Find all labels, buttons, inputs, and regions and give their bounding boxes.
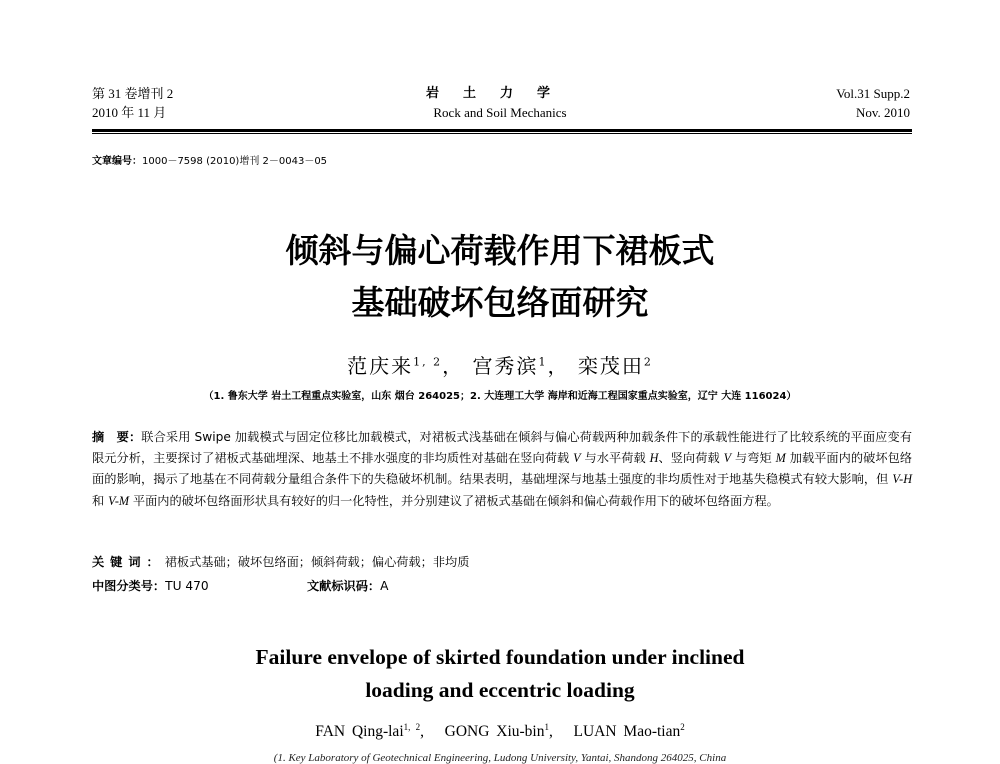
author-separator: ， [442,354,465,378]
author-affil-mark: 1, 2 [413,355,443,369]
header-rule-thick [92,129,912,132]
author-name-en: GONG Xiu-bin [444,723,545,741]
abstract-text: 、竖向荷载 [658,451,724,466]
classification-info [92,577,912,594]
keywords-value: 裙板式基础；破坏包络面；倾斜荷载；偏心荷载；非均质 [164,555,470,569]
author-name-en: FAN Qing-lai [315,723,404,741]
article-number [92,152,327,167]
author-separator: ， [547,354,570,378]
article-number-label: 文章编号： [92,156,142,167]
paper-title-cn-line1: 倾斜与偏心荷载作用下裙板式 [285,231,715,270]
author-name: 宫秀滨 [472,354,539,378]
author-affil-mark: 1 [538,355,548,369]
author-name-en: LUAN Mao-tian [573,723,681,741]
symbol-m: M [775,451,786,466]
abstract-text: 加载平面内的破坏包络面的影响，揭示了地基在不同荷载分量组合条件下的失稳破坏机制。结果表明，基础埋深与地基土强度的非均质性对于地基失稳模式有较大影响，但 [92,451,913,487]
affiliation-en: (1. Key Laboratory of Geotechnical Engineering, Ludong University, Yantai, Shandong 264025, China [273,752,727,764]
author-name: 栾茂田 [577,354,644,378]
affiliation-cn: （1. 鲁东大学 岩土工程重点实验室，山东 烟台 264025；2. 大连理工大学 海岸和近海工程国家重点实验室，辽宁 大连 116024） [203,391,797,402]
paper-title-en [0,641,1000,707]
paper-title-cn [0,225,1000,329]
keywords-label: 关键词： [92,555,165,569]
clc-value: TU 470 [165,579,209,593]
publication-date-cn: 2010 年 11 月 [92,105,167,120]
document-code-label: 文献标识码： [307,579,381,593]
abstract-text: 与水平荷载 [580,451,650,466]
paper-title-en-line1: Failure envelope of skirted foundation under inclined [255,645,745,669]
symbol-vm: V-M [108,493,130,508]
journal-title-en: Rock and Soil Mechanics [433,105,567,120]
abstract-cn [92,427,912,512]
document-code-value: A [380,579,389,593]
clc-label: 中图分类号： [92,579,166,593]
abstract-text: 和 [92,493,109,508]
abstract-text: 联合采用 Swipe 加载模式与固定位移比加载模式，对裙板式浅基础在倾斜与偏心荷载两种加载条件下的承载性能进行了比较系统的平面应变有限元分析，主要探讨了裙板式基础埋深、地基土不排水强度的非均质性对基础在竖向荷载 [92,430,913,466]
document-code [307,577,388,594]
paper-title-cn-line2: 基础破坏包络面研究 [351,283,649,322]
author-name: 范庆来 [347,354,414,378]
author-affil-mark-en: 1 [544,722,549,732]
author-affil-mark: 2 [643,355,653,369]
keywords-cn [92,553,469,570]
journal-volume-info-en [836,84,910,122]
author-affil-mark-en: 2 [680,722,685,732]
symbol-vh: V-H [892,472,912,487]
symbol-h: H [649,451,659,466]
symbol-v: V [723,451,732,466]
abstract-label: 摘 要： [92,430,142,444]
symbol-v: V [573,451,581,466]
author-affil-mark-en: 1, 2 [403,722,421,732]
author-list-en: FAN Qing-lai$^{1, 2}$, GONG Xiu-bin$^1$, LUAN Mao-tian$^2$ [315,722,685,741]
publication-date-en: Nov. 2010 [855,105,910,120]
abstract-text: 平面内的破坏包络面形状具有较好的归一化特性，并分别建议了裙板式基础在倾斜和偏心荷载作用下的破坏包络面方程。 [129,493,779,508]
paper-title-en-line2: loading and eccentric loading [365,678,635,702]
article-number-value: 1000－7598 (2010)增刊 2－0043－05 [142,156,328,167]
abstract-text: 与弯矩 [731,451,776,466]
author-list-cn [0,350,1000,379]
volume-issue: 第 31 卷增刊 2 [92,86,174,101]
header-rule-thin [92,133,912,134]
journal-title-cn: 岩土力学 [425,86,574,101]
volume-supp-en: Vol.31 Supp.2 [836,86,910,101]
